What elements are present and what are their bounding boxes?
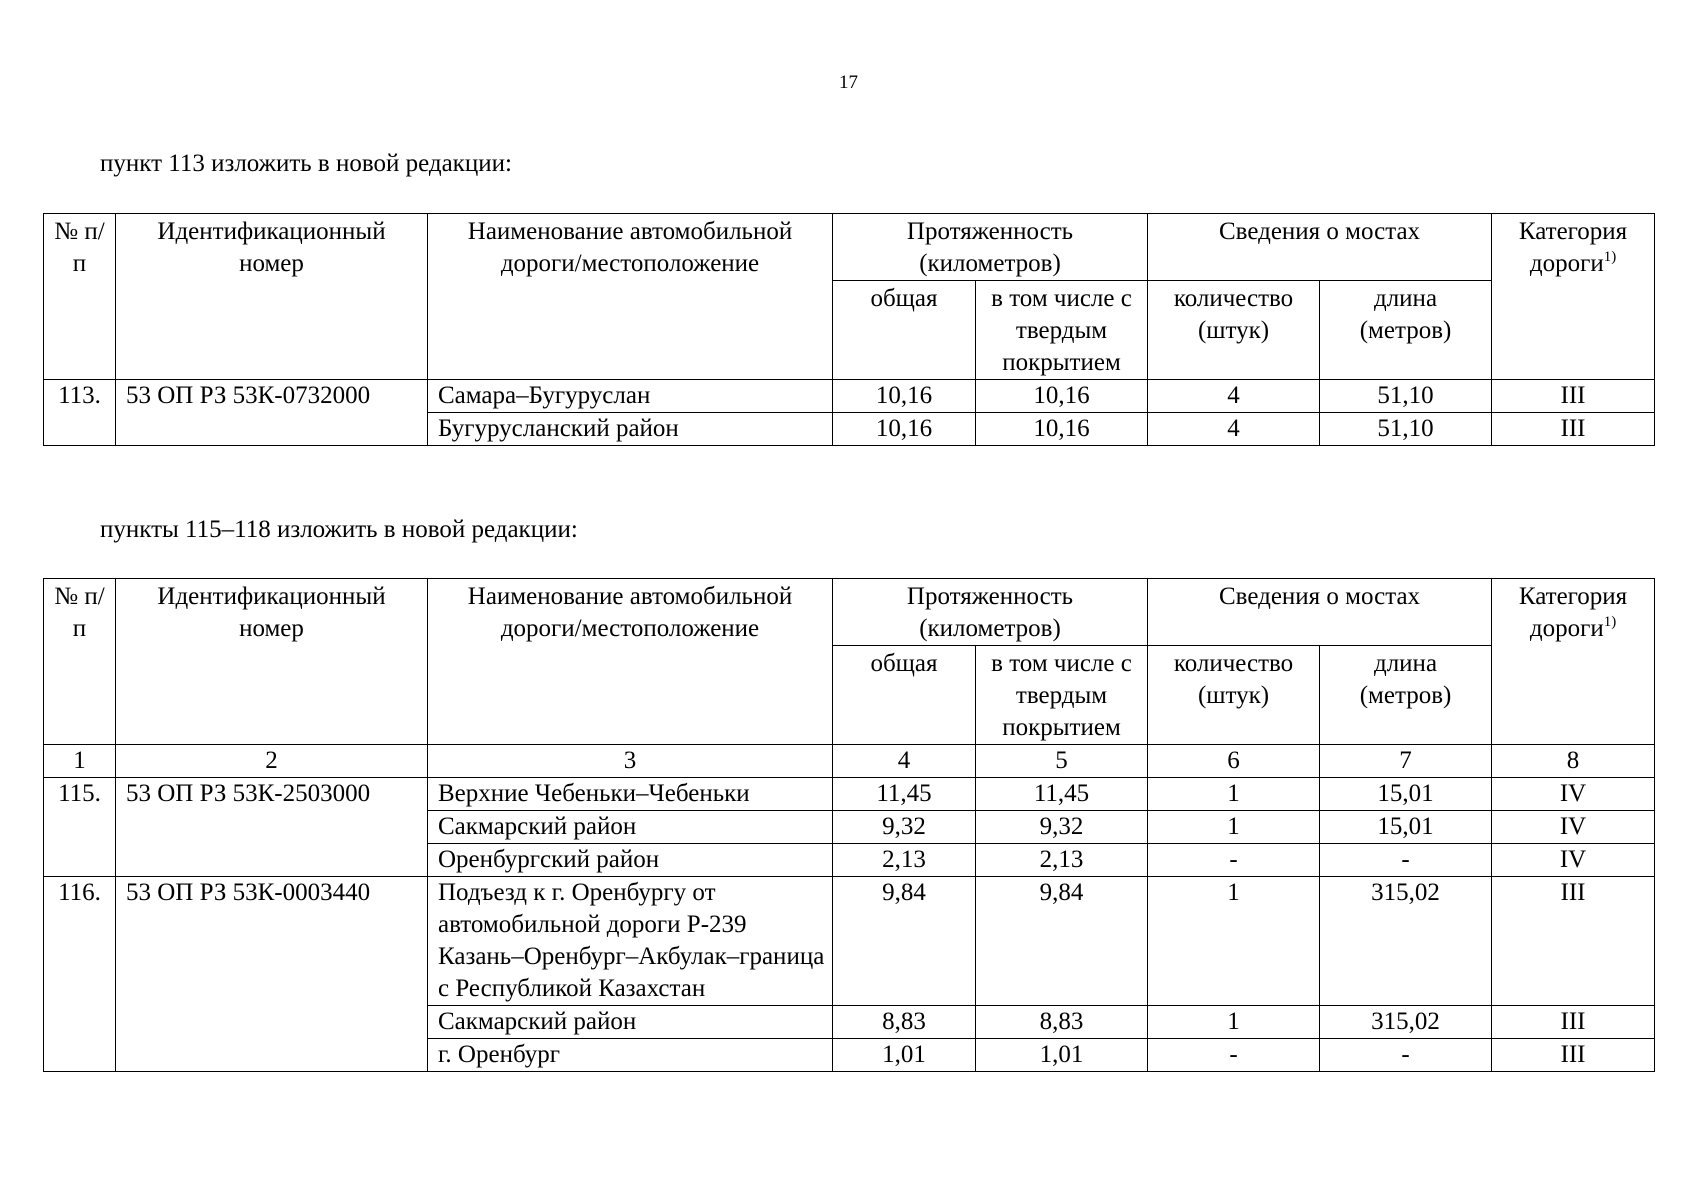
bridges-count: 1 <box>1148 778 1320 811</box>
section-intro-115-118: пункты 115–118 изложить в новой редакции: <box>100 516 578 543</box>
length-total: 2,13 <box>833 844 976 877</box>
bridges-count: 4 <box>1148 413 1320 446</box>
bridges-length: 51,10 <box>1320 413 1492 446</box>
roads-table-115-118 <box>43 578 1655 1072</box>
column-number: 6 <box>1148 745 1320 778</box>
header-no: № п/п <box>44 579 116 745</box>
road-category: III <box>1492 413 1655 446</box>
road-category: III <box>1492 877 1655 1006</box>
column-number: 7 <box>1320 745 1492 778</box>
bridges-count: 4 <box>1148 380 1320 413</box>
column-number: 1 <box>44 745 116 778</box>
header-total: общая <box>833 281 976 380</box>
column-number: 2 <box>116 745 428 778</box>
row-number: 113. <box>44 380 116 446</box>
length-total: 9,32 <box>833 811 976 844</box>
header-category-footnote: 1) <box>1603 249 1617 265</box>
row-number: 116. <box>44 877 116 1072</box>
header-paved: в том числе с твердым покрытием <box>976 281 1148 380</box>
section-intro-113: пункт 113 изложить в новой редакции: <box>100 150 512 177</box>
column-number-row <box>44 745 1655 778</box>
road-name: Оренбургский район <box>428 844 833 877</box>
bridges-count: 1 <box>1148 877 1320 1006</box>
road-category: III <box>1492 380 1655 413</box>
length-paved: 8,83 <box>976 1006 1148 1039</box>
road-category: III <box>1492 1039 1655 1072</box>
length-paved: 1,01 <box>976 1039 1148 1072</box>
length-paved: 11,45 <box>976 778 1148 811</box>
bridges-count: 1 <box>1148 811 1320 844</box>
header-bridges-length: длина (метров) <box>1320 646 1492 745</box>
bridges-length: 315,02 <box>1320 877 1492 1006</box>
header-bridges-length: длина (метров) <box>1320 281 1492 380</box>
length-total: 9,84 <box>833 877 976 1006</box>
table-row <box>44 877 1655 1006</box>
roads-table-113 <box>43 213 1655 446</box>
header-paved: в том числе с твердым покрытием <box>976 646 1148 745</box>
road-category: III <box>1492 1006 1655 1039</box>
header-category <box>1492 214 1655 380</box>
road-category: IV <box>1492 778 1655 811</box>
header-length-group: Протяженность (километров) <box>833 579 1148 646</box>
header-bridges-group: Сведения о мостах <box>1148 579 1492 646</box>
road-name: Сакмарский район <box>428 811 833 844</box>
header-category-label: Категория дороги <box>1518 583 1628 642</box>
column-number: 5 <box>976 745 1148 778</box>
row-number: 115. <box>44 778 116 877</box>
header-bridges-count: количество (штук) <box>1148 646 1320 745</box>
header-category-footnote: 1) <box>1603 614 1617 630</box>
bridges-length: 15,01 <box>1320 811 1492 844</box>
bridges-length: 51,10 <box>1320 380 1492 413</box>
road-category: IV <box>1492 811 1655 844</box>
road-name: Подъезд к г. Оренбургу от автомобильной дороги Р-239 Казань–Оренбург–Акбулак–граница с Республикой Казахстан <box>428 877 833 1006</box>
header-length-group: Протяженность (километров) <box>833 214 1148 281</box>
length-paved: 10,16 <box>976 380 1148 413</box>
bridges-length: - <box>1320 1039 1492 1072</box>
length-total: 11,45 <box>833 778 976 811</box>
row-identifier: 53 ОП РЗ 53К-0003440 <box>116 877 428 1072</box>
row-identifier: 53 ОП РЗ 53К-2503000 <box>116 778 428 877</box>
header-category-label: Категория дороги <box>1518 218 1628 277</box>
header-no: № п/п <box>44 214 116 380</box>
length-total: 10,16 <box>833 413 976 446</box>
length-paved: 9,32 <box>976 811 1148 844</box>
table-row <box>44 380 1655 413</box>
header-total: общая <box>833 646 976 745</box>
bridges-length: 15,01 <box>1320 778 1492 811</box>
bridges-length: - <box>1320 844 1492 877</box>
length-paved: 10,16 <box>976 413 1148 446</box>
road-name: Самара–Бугуруслан <box>428 380 833 413</box>
road-name: г. Оренбург <box>428 1039 833 1072</box>
road-category: IV <box>1492 844 1655 877</box>
bridges-count: 1 <box>1148 1006 1320 1039</box>
bridges-count: - <box>1148 1039 1320 1072</box>
column-number: 3 <box>428 745 833 778</box>
page-number: 17 <box>839 72 858 93</box>
road-name: Бугурусланский район <box>428 413 833 446</box>
length-paved: 9,84 <box>976 877 1148 1006</box>
road-name: Верхние Чебеньки–Чебеньки <box>428 778 833 811</box>
length-total: 8,83 <box>833 1006 976 1039</box>
table-row <box>44 778 1655 811</box>
length-total: 1,01 <box>833 1039 976 1072</box>
header-bridges-group: Сведения о мостах <box>1148 214 1492 281</box>
bridges-count: - <box>1148 844 1320 877</box>
bridges-length: 315,02 <box>1320 1006 1492 1039</box>
length-paved: 2,13 <box>976 844 1148 877</box>
header-bridges-count: количество (штук) <box>1148 281 1320 380</box>
column-number: 4 <box>833 745 976 778</box>
header-id: Идентификационный номер <box>116 579 428 745</box>
length-total: 10,16 <box>833 380 976 413</box>
column-number: 8 <box>1492 745 1655 778</box>
row-identifier: 53 ОП РЗ 53К-0732000 <box>116 380 428 446</box>
header-category <box>1492 579 1655 745</box>
road-name: Сакмарский район <box>428 1006 833 1039</box>
header-id: Идентификационный номер <box>116 214 428 380</box>
header-name: Наименование автомобильной дороги/местоположение <box>428 214 833 380</box>
header-name: Наименование автомобильной дороги/местоположение <box>428 579 833 745</box>
